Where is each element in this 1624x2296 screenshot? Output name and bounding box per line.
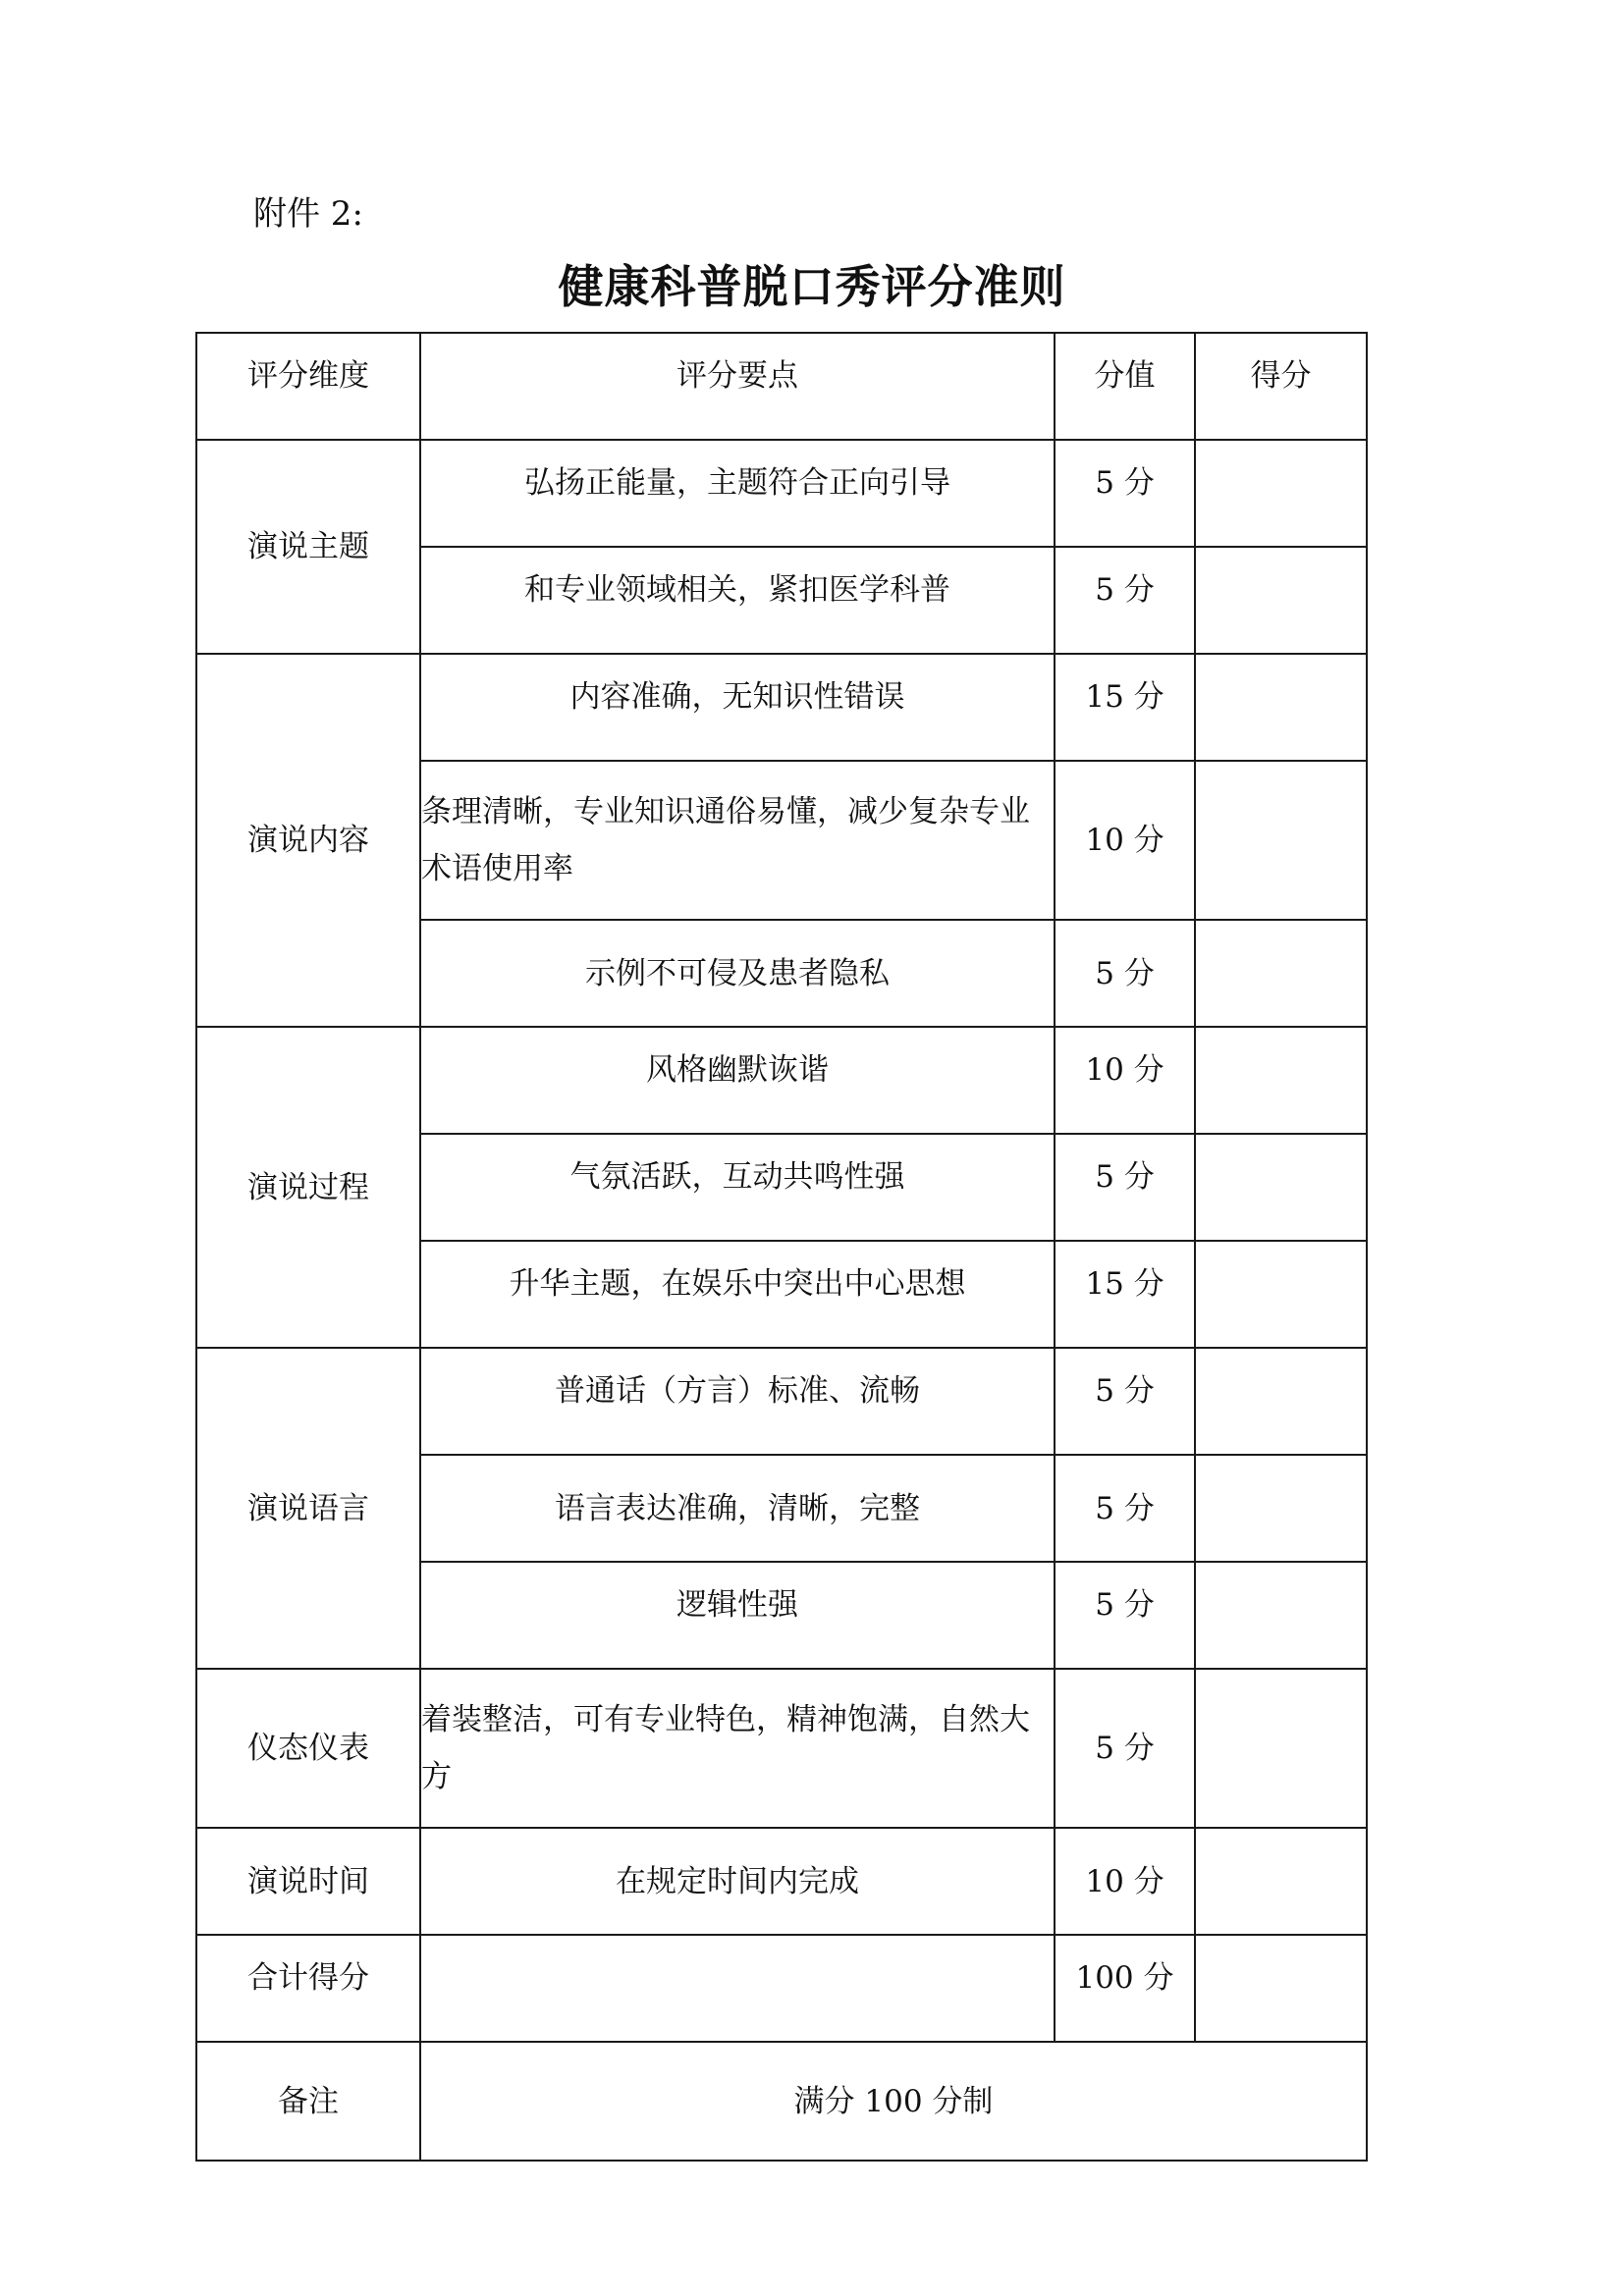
value-cell: 10 分	[1055, 1828, 1195, 1935]
obtained-cell[interactable]	[1195, 1134, 1367, 1241]
table-header-row	[196, 333, 1367, 440]
dimension-cell: 演说语言	[196, 1348, 420, 1669]
dimension-cell: 演说时间	[196, 1828, 420, 1935]
header-dimension: 评分维度	[196, 333, 420, 440]
remark-text: 满分 100 分制	[420, 2042, 1367, 2161]
point-cell: 逻辑性强	[420, 1562, 1055, 1669]
point-cell: 示例不可侵及患者隐私	[420, 920, 1055, 1027]
point-cell: 在规定时间内完成	[420, 1828, 1055, 1935]
remark-row	[196, 2042, 1367, 2161]
remark-label: 备注	[196, 2042, 420, 2161]
value-cell: 5 分	[1055, 440, 1195, 547]
point-cell: 着装整洁，可有专业特色，精神饱满，自然大方	[420, 1669, 1055, 1828]
obtained-cell[interactable]	[1195, 1241, 1367, 1348]
table-row	[196, 1027, 1367, 1134]
dimension-cell: 仪态仪表	[196, 1669, 420, 1828]
obtained-cell[interactable]	[1195, 1669, 1367, 1828]
point-cell: 条理清晰，专业知识通俗易懂，减少复杂专业术语使用率	[420, 761, 1055, 920]
obtained-cell[interactable]	[1195, 547, 1367, 654]
value-cell: 5 分	[1055, 1562, 1195, 1669]
value-cell: 10 分	[1055, 761, 1195, 920]
obtained-cell[interactable]	[1195, 440, 1367, 547]
point-cell: 语言表达准确，清晰，完整	[420, 1455, 1055, 1562]
value-cell: 5 分	[1055, 547, 1195, 654]
obtained-cell[interactable]	[1195, 1027, 1367, 1134]
point-cell: 弘扬正能量，主题符合正向引导	[420, 440, 1055, 547]
total-label: 合计得分	[196, 1935, 420, 2042]
header-points: 评分要点	[420, 333, 1055, 440]
dimension-cell: 演说过程	[196, 1027, 420, 1348]
dimension-cell: 演说主题	[196, 440, 420, 654]
obtained-cell[interactable]	[1195, 761, 1367, 920]
table-row	[196, 1348, 1367, 1455]
table-row	[196, 440, 1367, 547]
point-cell: 内容准确，无知识性错误	[420, 654, 1055, 761]
table-row	[196, 654, 1367, 761]
attachment-label: 附件 2:	[253, 194, 363, 234]
scoring-table	[195, 332, 1368, 2162]
point-cell: 普通话（方言）标准、流畅	[420, 1348, 1055, 1455]
obtained-cell[interactable]	[1195, 920, 1367, 1027]
obtained-cell[interactable]	[1195, 654, 1367, 761]
obtained-cell[interactable]	[1195, 1828, 1367, 1935]
dimension-cell: 演说内容	[196, 654, 420, 1027]
point-cell: 气氛活跃，互动共鸣性强	[420, 1134, 1055, 1241]
total-value: 100 分	[1055, 1935, 1195, 2042]
total-row	[196, 1935, 1367, 2042]
value-cell: 15 分	[1055, 654, 1195, 761]
value-cell: 5 分	[1055, 1455, 1195, 1562]
header-score-obtained: 得分	[1195, 333, 1367, 440]
value-cell: 5 分	[1055, 1134, 1195, 1241]
obtained-cell[interactable]	[1195, 1455, 1367, 1562]
header-score-value: 分值	[1055, 333, 1195, 440]
scoring-table-container	[195, 332, 1366, 2162]
obtained-cell[interactable]	[1195, 1348, 1367, 1455]
point-cell: 和专业领域相关，紧扣医学科普	[420, 547, 1055, 654]
total-point-cell	[420, 1935, 1055, 2042]
value-cell: 5 分	[1055, 920, 1195, 1027]
point-cell: 升华主题，在娱乐中突出中心思想	[420, 1241, 1055, 1348]
value-cell: 5 分	[1055, 1669, 1195, 1828]
table-row	[196, 1669, 1367, 1828]
value-cell: 10 分	[1055, 1027, 1195, 1134]
point-cell: 风格幽默诙谐	[420, 1027, 1055, 1134]
obtained-cell[interactable]	[1195, 1562, 1367, 1669]
document-title: 健康科普脱口秀评分准则	[558, 260, 1066, 313]
value-cell: 15 分	[1055, 1241, 1195, 1348]
value-cell: 5 分	[1055, 1348, 1195, 1455]
total-obtained-cell[interactable]	[1195, 1935, 1367, 2042]
table-row	[196, 1828, 1367, 1935]
